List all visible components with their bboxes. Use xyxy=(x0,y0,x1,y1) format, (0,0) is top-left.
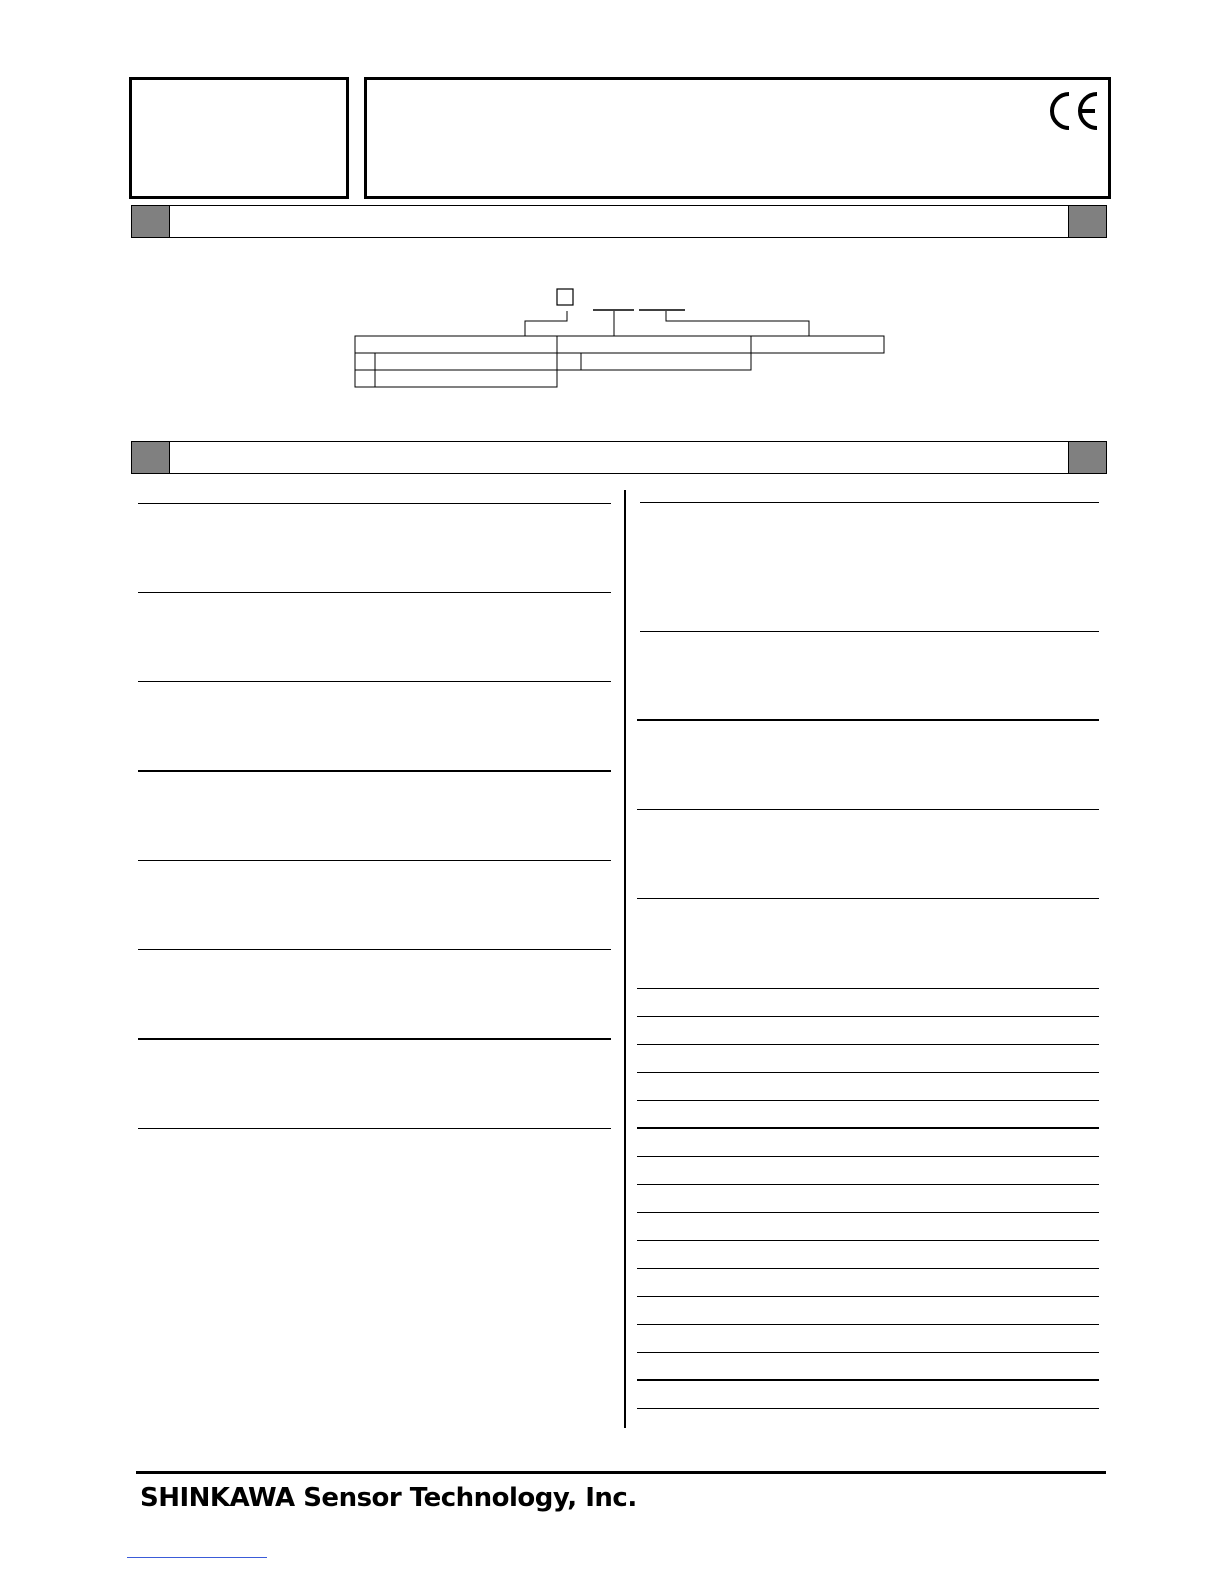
spec-rule-right xyxy=(637,1127,1099,1129)
option-table-2-header xyxy=(557,336,751,353)
spec-rule-right xyxy=(637,1240,1099,1241)
option-table-1-row-2 xyxy=(355,370,557,387)
spec-rule-right xyxy=(637,1296,1099,1297)
spec-rule-right xyxy=(637,809,1099,810)
leader-line-1 xyxy=(525,311,567,336)
spec-rule-left xyxy=(138,592,611,593)
company-name: SHINKAWA Sensor Technology, Inc. xyxy=(140,1483,637,1513)
option-table-1-row-1 xyxy=(355,353,557,370)
spec-rule-right xyxy=(637,1212,1099,1213)
spec-rule-right xyxy=(637,1016,1099,1017)
spec-rule-right xyxy=(640,502,1099,503)
section-bar-specifications xyxy=(131,441,1107,474)
spec-rule-right xyxy=(637,1156,1099,1157)
spec-rule-right xyxy=(637,1268,1099,1269)
spec-rule-left xyxy=(138,770,611,772)
spec-rule-right xyxy=(637,988,1099,989)
section-cap-right xyxy=(1068,442,1106,473)
footer-link[interactable] xyxy=(127,1557,267,1558)
spec-rule-right xyxy=(637,1184,1099,1185)
spec-rule-left xyxy=(138,860,611,861)
spec-rule-right xyxy=(637,1324,1099,1325)
code-digit-box xyxy=(557,289,573,305)
spec-rule-left xyxy=(138,1128,611,1129)
spec-rule-right xyxy=(637,1072,1099,1073)
spec-rule-right xyxy=(637,1379,1099,1381)
option-table-2-row-1 xyxy=(557,353,751,370)
spec-rule-right xyxy=(637,1408,1099,1409)
option-table-3-header xyxy=(751,336,884,353)
spec-rule-left xyxy=(138,503,611,504)
spec-rule-right xyxy=(637,1352,1099,1353)
spec-rule-left xyxy=(138,681,611,682)
spec-rule-right xyxy=(637,1044,1099,1045)
leader-line-3 xyxy=(666,311,809,336)
spec-rule-right xyxy=(637,898,1099,899)
spec-rule-left xyxy=(138,949,611,950)
option-table-1-header xyxy=(355,336,557,353)
section-cap-left xyxy=(132,442,170,473)
column-divider xyxy=(624,490,626,1428)
spec-rule-left xyxy=(138,1038,611,1040)
spec-rule-right xyxy=(637,1100,1099,1101)
spec-rule-right xyxy=(640,631,1099,632)
footer-rule xyxy=(136,1471,1106,1474)
spec-rule-right xyxy=(637,719,1099,721)
